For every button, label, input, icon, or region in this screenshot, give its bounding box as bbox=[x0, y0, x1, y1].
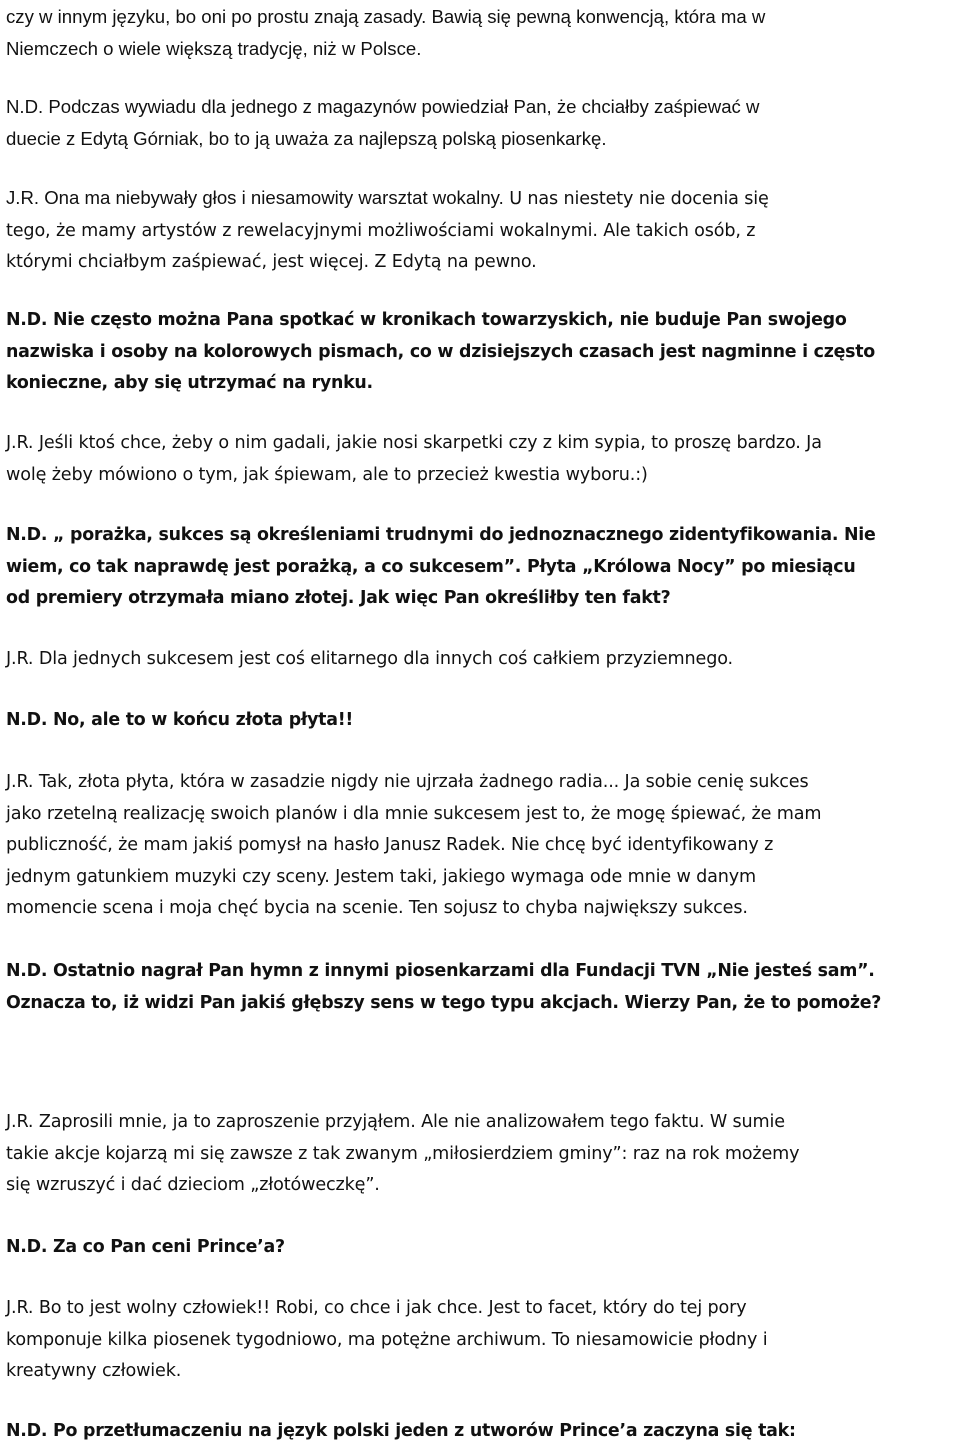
text-line: Oznacza to, iż widzi Pan jakiś głębszy sens w tego typu akcjach. Wierzy Pan, że to pomoże? bbox=[6, 992, 882, 1013]
text-run: J.R. Ona ma niebywały głos i niesamowity warsztat wokalny. bbox=[6, 187, 504, 208]
text-line: momencie scena i moja chęć bycia na scenie. Ten sojusz to chyba największy sukces. bbox=[6, 898, 748, 918]
paragraph-1 bbox=[6, 1, 956, 64]
text-line: N.D. Po przetłumaczeniu na język polski jeden z utworów Prince’a zaczyna się tak: bbox=[6, 1421, 796, 1441]
text-line: tego, że mamy artystów z rewelacyjnymi możliwościami wokalnymi. Ale takich osób, z bbox=[6, 220, 756, 241]
paragraph-12-question bbox=[6, 1232, 956, 1264]
text-line: czy w innym języku, bo oni po prostu znają zasady. Bawią się pewną konwencją, która ma w bbox=[6, 6, 766, 27]
paragraph-7-answer bbox=[6, 644, 956, 676]
text-line: J.R. Dla jednych sukcesem jest coś elitarnego dla innych coś całkiem przyziemnego. bbox=[6, 649, 733, 669]
text-line: kreatywny człowiek. bbox=[6, 1361, 182, 1381]
text-line: N.D. Podczas wywiadu dla jednego z magazynów powiedział Pan, że chciałby zaśpiewać w bbox=[6, 96, 760, 117]
paragraph-10-question bbox=[6, 956, 956, 1019]
text-line: od premiery otrzymała miano złotej. Jak więc Pan określiłby ten fakt? bbox=[6, 588, 671, 608]
text-line: N.D. Ostatnio nagrał Pan hymn z innymi piosenkarzami dla Fundacji TVN „Nie jesteś sam”. bbox=[6, 961, 875, 981]
text-line: konieczne, aby się utrzymać na rynku. bbox=[6, 373, 373, 393]
text-line: N.D. „ porażka, sukces są określeniami trudnymi do jednoznacznego zidentyfikowania. Nie bbox=[6, 525, 876, 545]
text-run: U nas niestety nie docenia się bbox=[503, 189, 769, 209]
text-line: komponuje kilka piosenek tygodniowo, ma potężne archiwum. To niesamowicie płodny i bbox=[6, 1329, 768, 1350]
text-line: się wzruszyć i dać dzieciom „złotóweczkę”. bbox=[6, 1175, 380, 1195]
text-line: J.R. Bo to jest wolny człowiek!! Robi, co chce i jak chce. Jest to facet, który do tej pory bbox=[6, 1298, 747, 1318]
text-line: którymi chciałbym zaśpiewać, jest więcej. Z Edytą na pewno. bbox=[6, 252, 537, 272]
text-line bbox=[6, 182, 956, 216]
text-line: jednym gatunkiem muzyki czy sceny. Jestem taki, jakiego wymaga ode mnie w danym bbox=[6, 866, 757, 887]
paragraph-8-question bbox=[6, 705, 956, 737]
text-line: N.D. Za co Pan ceni Prince’a? bbox=[6, 1237, 285, 1257]
paragraph-2-question bbox=[6, 91, 956, 154]
paragraph-13-answer bbox=[6, 1293, 956, 1388]
text-line: Niemczech o wiele większą tradycję, niż w Polsce. bbox=[6, 37, 422, 59]
text-line: jako rzetelną realizację swoich planów i dla mnie sukcesem jest to, że mogę śpiewać, że mam bbox=[6, 803, 822, 824]
paragraph-3-answer bbox=[6, 182, 956, 279]
text-line: takie akcje kojarzą mi się zawsze z tak zwanym „miłosierdziem gminy”: raz na rok możemy bbox=[6, 1143, 800, 1164]
text-line: J.R. Zaprosili mnie, ja to zaproszenie przyjąłem. Ale nie analizowałem tego faktu. W sumie bbox=[6, 1112, 785, 1132]
text-line: N.D. No, ale to w końcu złota płyta!! bbox=[6, 710, 354, 730]
text-line: duecie z Edytą Górniak, bo to ją uważa za najlepszą polską piosenkarkę. bbox=[6, 127, 607, 149]
text-line: J.R. Jeśli ktoś chce, żeby o nim gadali, jakie nosi skarpetki czy z kim sypia, to proszę bardzo. Ja bbox=[6, 433, 822, 453]
text-line: nazwiska i osoby na kolorowych pismach, co w dzisiejszych czasach jest nagminne i często bbox=[6, 341, 875, 362]
text-line: J.R. Tak, złota płyta, która w zasadzie nigdy nie ujrzała żadnego radia... Ja sobie cenię sukces bbox=[6, 772, 809, 792]
text-line: wiem, co tak naprawdę jest porażką, a co sukcesem”. Płyta „Królowa Nocy” po miesiącu bbox=[6, 556, 856, 577]
paragraph-5-answer bbox=[6, 428, 956, 491]
paragraph-4-question bbox=[6, 305, 956, 400]
text-line: wolę żeby mówiono o tym, jak śpiewam, ale to przecież kwestia wyboru.:) bbox=[6, 464, 648, 485]
paragraph-9-answer bbox=[6, 767, 956, 925]
text-line: publiczność, że mam jakiś pomysł na hasło Janusz Radek. Nie chcę być identyfikowany z bbox=[6, 835, 774, 855]
paragraph-6-question bbox=[6, 520, 956, 615]
paragraph-11-answer bbox=[6, 1107, 956, 1202]
paragraph-14-question bbox=[6, 1416, 956, 1448]
text-line: N.D. Nie często można Pana spotkać w kronikach towarzyskich, nie buduje Pan swojego bbox=[6, 310, 847, 330]
